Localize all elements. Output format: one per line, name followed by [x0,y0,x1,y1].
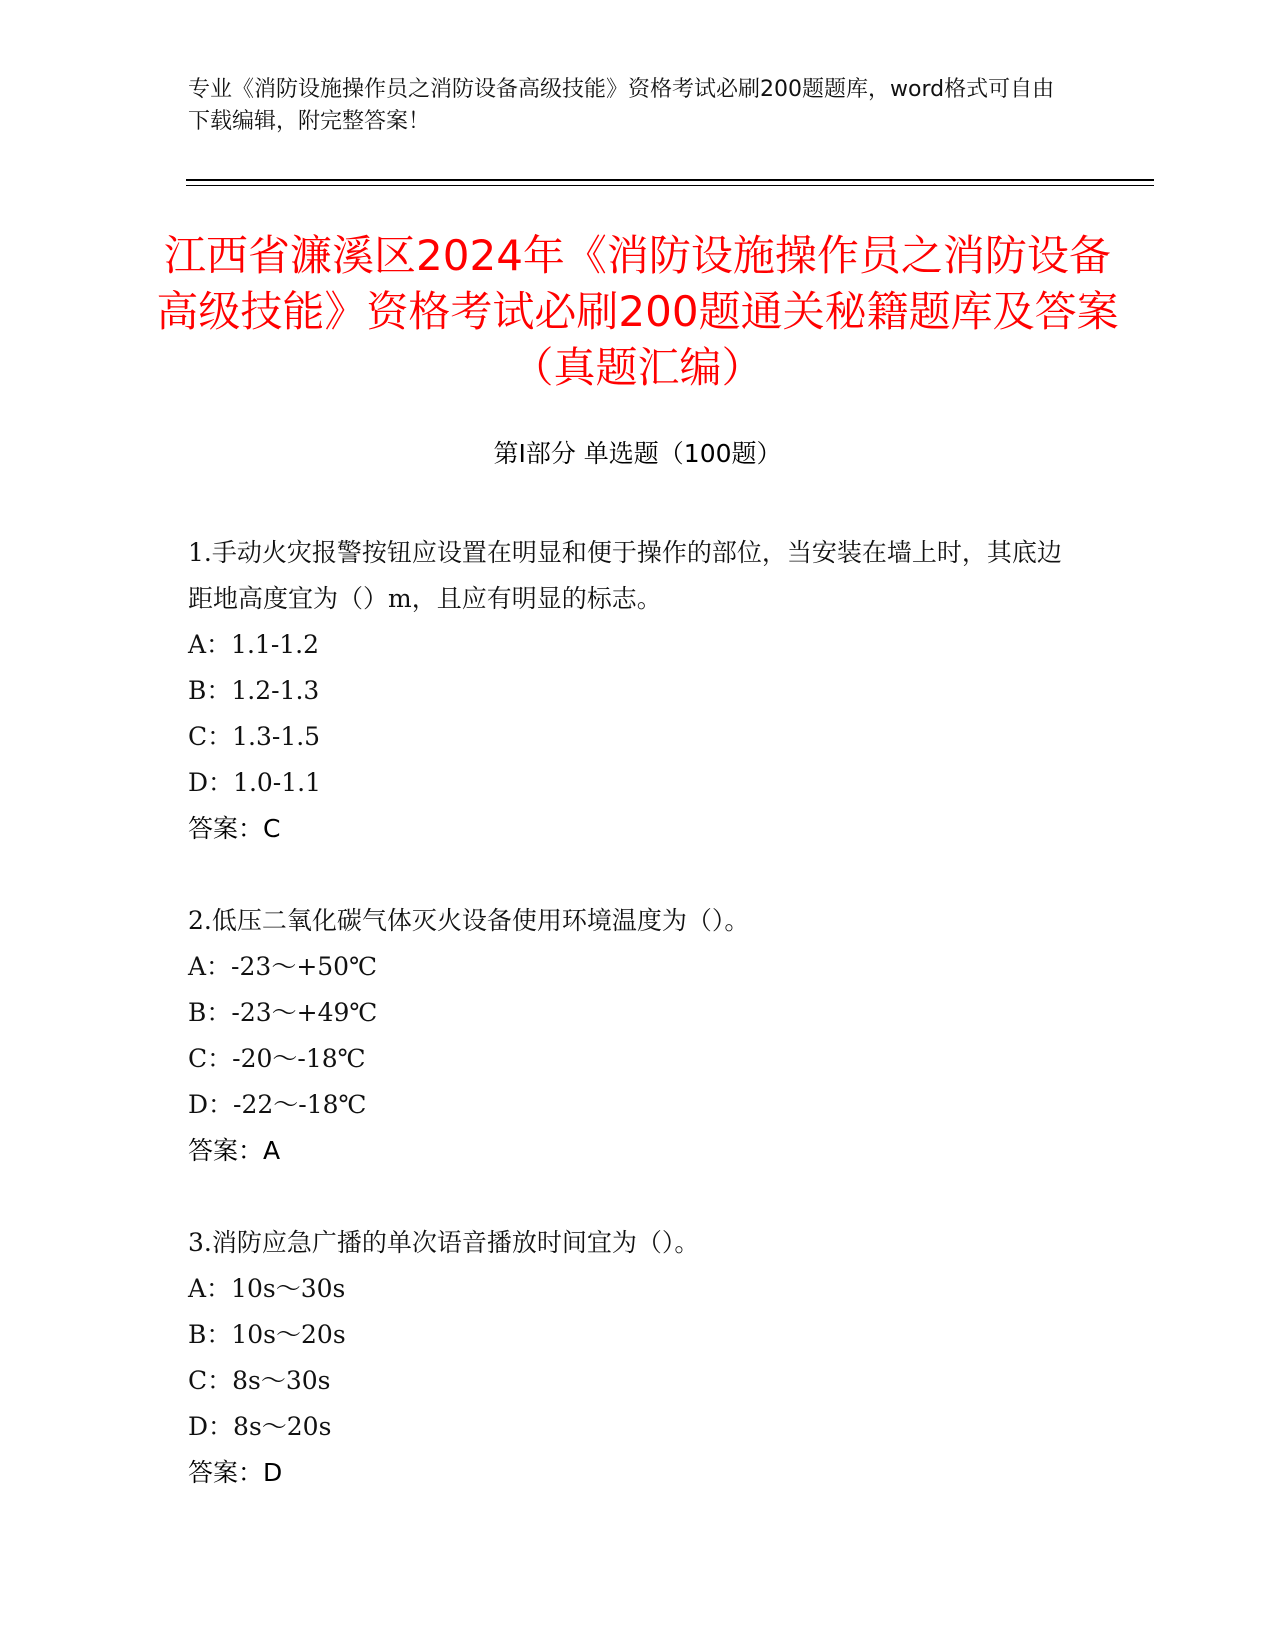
option-a: A：1.1-1.2 [188,630,320,659]
option-b: B：-23～+49℃ [188,998,378,1027]
option-c: C：1.3-1.5 [188,722,321,751]
option-a: A：-23～+50℃ [188,952,378,981]
question-2 [188,898,1068,1174]
document-title: 江西省濂溪区2024年《消防设施操作员之消防设备高级技能》资格考试必刷200题通关秘籍题库及答案（真题汇编） [156,231,1119,392]
option-a: A：10s～30s [188,1274,346,1303]
option-c: C：8s～30s [188,1366,331,1395]
question-stem: 2.低压二氧化碳气体灭火设备使用环境温度为（）。 [188,906,750,935]
option-d: D：1.0-1.1 [188,768,322,797]
question-stem: 1.手动火灾报警按钮应设置在明显和便于操作的部位，当安装在墙上时，其底边距地高度宜为（）m，且应有明显的标志。 [188,538,1062,613]
option-d: D：-22～-18℃ [188,1090,367,1119]
question-3 [188,1220,1068,1496]
header-note: 专业《消防设施操作员之消防设备高级技能》资格考试必刷200题题库，word格式可自由下载编辑，附完整答案！ [188,77,1055,134]
option-d: D：8s～20s [188,1412,332,1441]
answer: 答案：A [188,1136,281,1165]
question-1 [188,530,1068,852]
question-stem: 3.消防应急广播的单次语音播放时间宜为（）。 [188,1228,700,1257]
header-divider-thin [186,185,1154,186]
answer: 答案：D [188,1458,283,1487]
question-list [188,530,1068,1542]
option-b: B：1.2-1.3 [188,676,320,705]
option-c: C：-20～-18℃ [188,1044,366,1073]
header-divider-thick [186,179,1154,181]
answer: 答案：C [188,814,281,843]
section-heading: 第I部分 单选题（100题） [493,439,782,468]
option-b: B：10s～20s [188,1320,346,1349]
